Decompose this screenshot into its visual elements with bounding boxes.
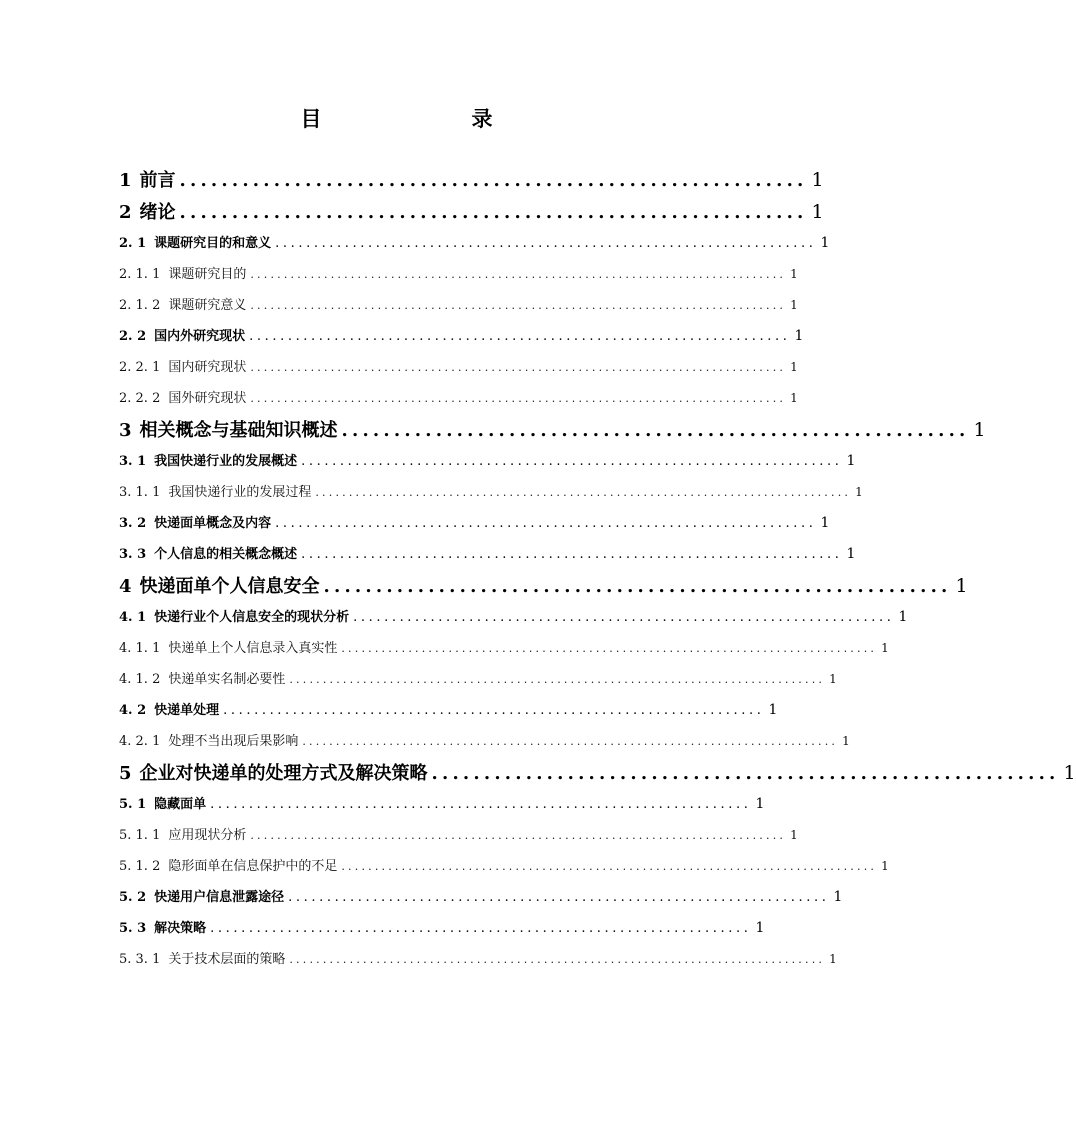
toc-entry-number: 4. 2. 1 xyxy=(119,734,161,749)
toc-leader-dots: ...................................................................... xyxy=(249,329,791,344)
toc-entry-level2[interactable] xyxy=(119,228,830,259)
toc-entry-number: 3. 1 xyxy=(119,454,147,469)
toc-entry-label xyxy=(119,446,297,477)
toc-page-number: 1 xyxy=(811,169,824,191)
toc-leader-dots: ................................................................................ xyxy=(341,860,878,873)
toc-entry-label xyxy=(119,352,246,383)
table-of-contents xyxy=(119,164,1076,975)
toc-leader-dots: ............................................................ xyxy=(431,763,1060,784)
toc-leader-dots: ............................................................ xyxy=(341,420,970,441)
toc-page-number: 1 xyxy=(829,672,837,686)
toc-entry-text: 快递单实名制必要性 xyxy=(168,672,286,687)
toc-entry-label xyxy=(119,290,246,321)
toc-page-number: 1 xyxy=(846,453,856,469)
toc-page-number: 1 xyxy=(790,267,798,281)
toc-title: 目 录 xyxy=(300,106,529,131)
toc-leader-dots: ................................................................................ xyxy=(341,642,878,655)
toc-entry-level3[interactable] xyxy=(119,290,798,321)
toc-entry-number: 2. 2 xyxy=(119,329,147,344)
toc-entry-number: 4. 1. 1 xyxy=(119,641,161,656)
toc-entry-text: 相关概念与基础知识概述 xyxy=(139,420,338,441)
toc-leader-dots: ................................................................................ xyxy=(250,268,787,281)
toc-entry-level3[interactable] xyxy=(119,851,889,882)
toc-entry-text: 快递行业个人信息安全的现状分析 xyxy=(154,610,350,625)
toc-entry-text: 个人信息的相关概念概述 xyxy=(154,547,298,562)
toc-entry-level2[interactable] xyxy=(119,695,778,726)
toc-entry-label xyxy=(119,851,337,882)
toc-leader-dots: ...................................................................... xyxy=(275,516,817,531)
toc-page-number: 1 xyxy=(755,920,765,936)
toc-entry-level2[interactable] xyxy=(119,913,765,944)
toc-page-number: 1 xyxy=(955,575,968,597)
toc-entry-label xyxy=(119,633,337,664)
toc-entry-label xyxy=(119,259,246,290)
toc-leader-dots: ...................................................................... xyxy=(210,797,752,812)
toc-entry-number: 5. 3. 1 xyxy=(119,952,161,967)
toc-entry-text: 关于技术层面的策略 xyxy=(168,952,286,967)
toc-leader-dots: ................................................................................ xyxy=(289,953,826,966)
toc-page-number: 1 xyxy=(755,796,765,812)
toc-entry-text: 快递单处理 xyxy=(154,703,220,718)
toc-entry-text: 快递用户信息泄露途径 xyxy=(154,890,285,905)
toc-page-number: 1 xyxy=(881,859,889,873)
toc-entry-number: 4 xyxy=(119,576,132,597)
toc-entry-label xyxy=(119,944,285,975)
toc-leader-dots: ...................................................................... xyxy=(353,610,895,625)
toc-entry-number: 5. 1. 1 xyxy=(119,828,161,843)
toc-entry-number: 5. 1. 2 xyxy=(119,859,161,874)
toc-entry-level3[interactable] xyxy=(119,477,863,508)
toc-entry-text: 我国快递行业的发展过程 xyxy=(168,485,312,500)
toc-entry-text: 企业对快递单的处理方式及解决策略 xyxy=(139,763,428,784)
toc-entry-text: 快递面单概念及内容 xyxy=(154,516,272,531)
toc-page-number: 1 xyxy=(790,360,798,374)
toc-entry-label xyxy=(119,820,246,851)
toc-page-number: 1 xyxy=(1063,762,1076,784)
toc-entry-text: 前言 xyxy=(139,170,176,191)
toc-entry-label xyxy=(119,602,349,633)
toc-leader-dots: ................................................................................ xyxy=(250,299,787,312)
toc-page-number: 1 xyxy=(829,952,837,966)
toc-entry-number: 4. 1. 2 xyxy=(119,672,161,687)
toc-entry-level2[interactable] xyxy=(119,508,830,539)
toc-entry-number: 3. 2 xyxy=(119,516,147,531)
toc-entry-level2[interactable] xyxy=(119,446,856,477)
toc-page-number: 1 xyxy=(790,391,798,405)
toc-entry-level2[interactable] xyxy=(119,789,765,820)
toc-leader-dots: ................................................................................ xyxy=(302,735,839,748)
toc-entry-text: 我国快递行业的发展概述 xyxy=(154,454,298,469)
toc-leader-dots: ...................................................................... xyxy=(288,890,830,905)
toc-leader-dots: ...................................................................... xyxy=(210,921,752,936)
toc-entry-text: 隐藏面单 xyxy=(154,797,207,812)
toc-entry-number: 5 xyxy=(119,763,132,784)
toc-entry-label xyxy=(119,726,298,757)
toc-leader-dots: ................................................................................ xyxy=(250,829,787,842)
toc-page-number: 1 xyxy=(811,201,824,223)
toc-entry-number: 3 xyxy=(119,420,132,441)
toc-leader-dots: ...................................................................... xyxy=(275,236,817,251)
toc-entry-label xyxy=(119,664,285,695)
toc-entry-text: 课题研究目的 xyxy=(168,267,247,282)
toc-entry-label xyxy=(119,695,219,726)
toc-entry-label xyxy=(119,758,428,789)
toc-page-number: 1 xyxy=(768,702,778,718)
toc-entry-text: 解决策略 xyxy=(154,921,207,936)
toc-page-number: 1 xyxy=(846,546,856,562)
toc-entry-level3[interactable] xyxy=(119,633,889,664)
toc-entry-label xyxy=(119,197,176,228)
toc-page-number: 1 xyxy=(973,419,986,441)
toc-entry-text: 国内外研究现状 xyxy=(154,329,246,344)
toc-entry-label xyxy=(119,508,271,539)
toc-entry-level3[interactable] xyxy=(119,664,837,695)
toc-entry-number: 3. 1. 1 xyxy=(119,485,161,500)
toc-entry-text: 快递面单个人信息安全 xyxy=(139,576,320,597)
toc-entry-number: 5. 3 xyxy=(119,921,147,936)
toc-leader-dots: ................................................................................ xyxy=(315,486,852,499)
toc-entry-level1[interactable] xyxy=(119,571,968,602)
toc-entry-level2[interactable] xyxy=(119,602,908,633)
toc-page-number: 1 xyxy=(820,515,830,531)
toc-leader-dots: ................................................................................ xyxy=(250,361,787,374)
toc-leader-dots: ...................................................................... xyxy=(223,703,765,718)
toc-entry-level1[interactable] xyxy=(119,758,1076,789)
toc-entry-level3[interactable] xyxy=(119,352,798,383)
toc-entry-level3[interactable] xyxy=(119,944,837,975)
toc-entry-number: 1 xyxy=(119,170,132,191)
toc-entry-label xyxy=(119,228,271,259)
toc-leader-dots: ............................................................ xyxy=(179,170,808,191)
toc-entry-text: 国外研究现状 xyxy=(168,391,247,406)
toc-entry-number: 2 xyxy=(119,202,132,223)
toc-entry-level3[interactable] xyxy=(119,726,850,757)
toc-entry-text: 绪论 xyxy=(139,202,176,223)
toc-page-number: 1 xyxy=(842,734,850,748)
toc-entry-number: 4. 1 xyxy=(119,610,147,625)
toc-leader-dots: ................................................................................ xyxy=(250,392,787,405)
toc-entry-label xyxy=(119,789,206,820)
toc-entry-label xyxy=(119,477,311,508)
toc-entry-level1[interactable] xyxy=(119,197,824,228)
toc-entry-level1[interactable] xyxy=(119,415,986,446)
toc-entry-level1[interactable] xyxy=(119,165,824,196)
toc-entry-label xyxy=(119,913,206,944)
toc-entry-level3[interactable] xyxy=(119,820,798,851)
toc-entry-number: 2. 1. 2 xyxy=(119,298,161,313)
toc-entry-number: 2. 1 xyxy=(119,236,147,251)
toc-page-number: 1 xyxy=(833,889,843,905)
toc-leader-dots: ...................................................................... xyxy=(301,454,843,469)
toc-page-number: 1 xyxy=(820,235,830,251)
toc-entry-number: 2. 2. 1 xyxy=(119,360,161,375)
toc-entry-label xyxy=(119,571,320,602)
toc-entry-number: 5. 1 xyxy=(119,797,147,812)
toc-entry-label xyxy=(119,165,176,196)
toc-entry-text: 应用现状分析 xyxy=(168,828,247,843)
toc-leader-dots: ............................................................ xyxy=(179,202,808,223)
toc-entry-number: 3. 3 xyxy=(119,547,147,562)
toc-entry-number: 2. 1. 1 xyxy=(119,267,161,282)
toc-entry-number: 4. 2 xyxy=(119,703,147,718)
toc-entry-label xyxy=(119,383,246,414)
toc-page-number: 1 xyxy=(881,641,889,655)
toc-entry-text: 课题研究意义 xyxy=(168,298,247,313)
toc-entry-level2[interactable] xyxy=(119,882,843,913)
toc-entry-text: 课题研究目的和意义 xyxy=(154,236,272,251)
toc-entry-label xyxy=(119,321,245,352)
toc-entry-level2[interactable] xyxy=(119,321,804,352)
toc-entry-label xyxy=(119,882,284,913)
toc-page-number: 1 xyxy=(898,609,908,625)
toc-entry-level3[interactable] xyxy=(119,383,798,414)
toc-entry-level3[interactable] xyxy=(119,259,798,290)
toc-page-number: 1 xyxy=(855,485,863,499)
toc-entry-label xyxy=(119,539,297,570)
toc-entry-number: 5. 2 xyxy=(119,890,147,905)
toc-entry-text: 国内研究现状 xyxy=(168,360,247,375)
toc-leader-dots: ...................................................................... xyxy=(301,547,843,562)
toc-page-number: 1 xyxy=(790,298,798,312)
toc-entry-number: 2. 2. 2 xyxy=(119,391,161,406)
toc-entry-level2[interactable] xyxy=(119,539,856,570)
toc-page-number: 1 xyxy=(790,828,798,842)
toc-entry-text: 隐形面单在信息保护中的不足 xyxy=(168,859,338,874)
toc-leader-dots: ................................................................................ xyxy=(289,673,826,686)
toc-entry-text: 快递单上个人信息录入真实性 xyxy=(168,641,338,656)
toc-entry-label xyxy=(119,415,338,446)
toc-leader-dots: ............................................................ xyxy=(323,576,952,597)
toc-entry-text: 处理不当出现后果影响 xyxy=(168,734,299,749)
toc-page-number: 1 xyxy=(794,328,804,344)
